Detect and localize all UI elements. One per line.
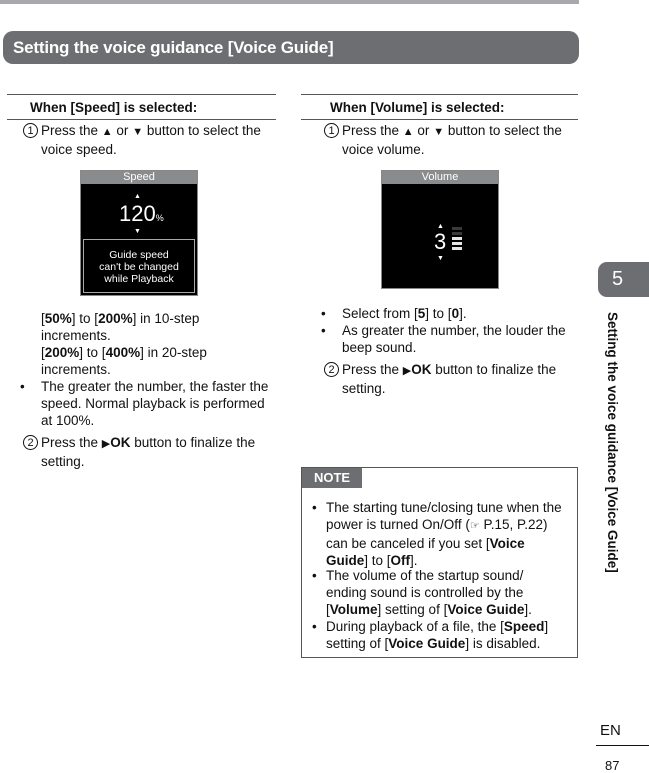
volume-bar [452, 247, 462, 250]
range-value: 0 [451, 306, 460, 321]
speed-value [119, 201, 164, 227]
volume-bar [452, 242, 462, 245]
note-text: ]. [410, 553, 418, 568]
speed-screen [80, 170, 198, 296]
note-text: P.15, P.22) can be canceled if you set [ [326, 517, 548, 551]
note-item-1 [312, 499, 567, 569]
step-text: button to finalize the setting. [41, 435, 256, 469]
reference-icon: ☞ [469, 520, 480, 532]
bullet-dot: • [312, 500, 317, 515]
note-bold: Voice Guide [447, 602, 525, 617]
down-arrow-icon: ▼ [134, 228, 141, 235]
footer-rule [596, 745, 649, 746]
note-bold: Voice Guide [326, 536, 525, 568]
volume-step-2 [324, 361, 576, 397]
note-text: ] setting of [ [326, 619, 549, 651]
step-text: or [112, 123, 133, 138]
bullet-text: As greater the number, the louder the beep sound. [342, 323, 566, 355]
range-text: ] in 10-step increments. [41, 311, 200, 343]
message-line: can't be changed [99, 261, 179, 273]
bullet-text: Select from [ [342, 306, 418, 321]
screen-title: Speed [81, 171, 197, 184]
range-value: 400% [105, 345, 141, 360]
volume-screen [381, 170, 499, 289]
range-value: 200% [44, 345, 80, 360]
down-arrow-icon: ▼ [437, 255, 444, 262]
note-text: ] to [ [364, 553, 391, 568]
note-text: During playback of a file, the [ [326, 619, 504, 634]
page-number: 87 [605, 758, 620, 773]
step-text: Press the [41, 435, 102, 450]
heading-text: When [ [30, 100, 75, 115]
volume-bullet-1 [321, 305, 577, 322]
bullet-text: The greater the number, the faster the speed. Normal playback is performed at 100%. [41, 379, 269, 428]
bullet-text: ]. [459, 306, 467, 321]
volume-value: 3 [434, 229, 447, 254]
sidebar-title [605, 312, 622, 573]
play-icon: ▶ [101, 438, 111, 450]
note-bold: Voice Guide [388, 636, 466, 651]
up-arrow-icon: ▲ [437, 223, 444, 230]
step-text: button to select the voice volume. [342, 123, 562, 157]
section-title: Setting the voice guidance [Voice Guide] [3, 31, 579, 64]
volume-bar [452, 237, 462, 240]
note-text: ] setting of [ [377, 602, 448, 617]
down-arrow-icon: ▼ [132, 126, 144, 138]
step-text: button to finalize the setting. [342, 362, 557, 396]
unit-text: % [155, 213, 164, 223]
heading-bold: Volume [375, 100, 423, 115]
speed-heading [7, 94, 276, 120]
bullet-dot: • [312, 619, 317, 634]
step-number: 2 [23, 435, 38, 450]
value-text: 120 [119, 201, 156, 226]
speed-step-1 [23, 122, 273, 158]
step-text: or [413, 123, 434, 138]
range-text: ] in 20-step increments. [41, 345, 207, 377]
message-line: while Playback [104, 273, 174, 285]
bullet-dot: • [312, 568, 317, 583]
note-text: ] is disabled. [465, 636, 541, 651]
step-text: Press the [41, 123, 102, 138]
step-number: 2 [324, 362, 339, 377]
speed-bullet [20, 378, 276, 429]
note-text: ]. [524, 602, 532, 617]
chapter-tab: 5 [598, 262, 649, 297]
note-text: The volume of the startup sound/ ending sound is controlled by the [ [326, 568, 524, 617]
ok-label: OK [411, 362, 432, 377]
heading-bold: Speed [75, 100, 116, 115]
down-arrow-icon: ▼ [433, 126, 445, 138]
volume-level-bars [452, 227, 462, 251]
up-arrow-icon: ▲ [402, 126, 414, 138]
speed-step-2 [23, 434, 273, 470]
note-text: The starting tune/closing tune when the power is turned On/Off ( [326, 500, 562, 532]
play-icon: ▶ [402, 365, 412, 377]
heading-text: ] is selected: [115, 100, 198, 115]
range-value: 200% [98, 311, 133, 326]
volume-step-1 [324, 122, 576, 158]
note-bold: Speed [503, 619, 545, 634]
range-value: 50% [44, 311, 72, 326]
note-bold: Off [390, 553, 411, 568]
volume-bar [452, 227, 462, 230]
up-arrow-icon: ▲ [101, 126, 113, 138]
note-bold: Volume [329, 602, 378, 617]
speed-range-2: [200%] to [400%] in 20-step increments. [41, 345, 207, 377]
note-item-2 [312, 567, 567, 618]
volume-bar [452, 232, 462, 235]
top-rule [0, 0, 579, 4]
bullet-dot: • [20, 379, 25, 394]
step-text: button to select the voice speed. [41, 123, 261, 157]
range-value: 5 [417, 306, 426, 321]
sidebar-title-text: Setting the voice guidance [Voice Guide] [605, 312, 620, 573]
step-number: 1 [324, 123, 339, 138]
bullet-dot: • [321, 323, 326, 338]
heading-text: When [ [330, 100, 375, 115]
note-item-3 [312, 618, 567, 652]
speed-range-1: [50%] to [200%] in 10-step increments. [41, 311, 200, 343]
language-label: EN [600, 722, 621, 739]
volume-bullet-2 [321, 322, 577, 356]
step-text: Press the [342, 362, 403, 377]
volume-heading [301, 94, 578, 120]
bullet-dot: • [321, 306, 326, 321]
note-box [301, 467, 578, 658]
message-line: Guide speed [109, 249, 169, 261]
bullet-text: ] to [ [425, 306, 452, 321]
heading-text: ] is selected: [422, 100, 505, 115]
screen-title: Volume [382, 171, 498, 184]
note-label: NOTE [302, 468, 362, 488]
step-text: Press the [342, 123, 403, 138]
up-arrow-icon: ▲ [134, 193, 141, 200]
ok-label: OK [110, 435, 131, 450]
step-number: 1 [23, 123, 38, 138]
message-box [83, 239, 195, 293]
